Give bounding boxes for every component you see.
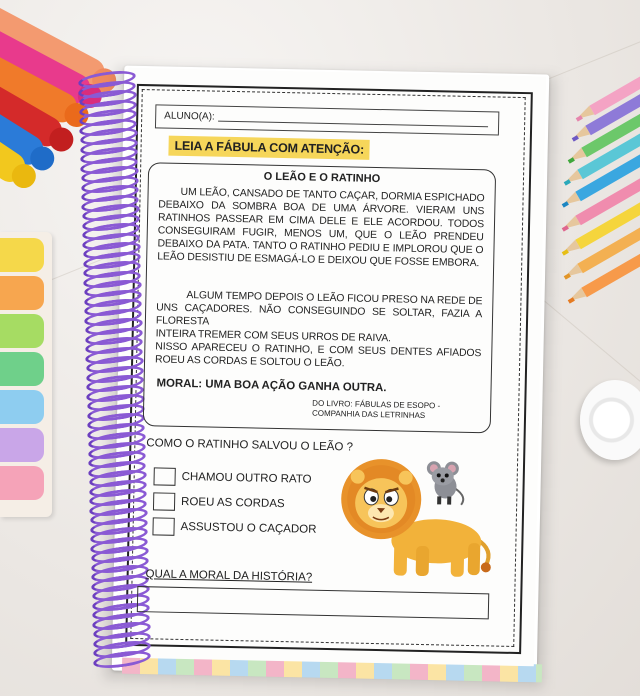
highlighters bbox=[0, 232, 52, 517]
lion-illustration bbox=[336, 454, 504, 582]
option-2[interactable] bbox=[153, 492, 285, 513]
option-1[interactable] bbox=[153, 467, 311, 488]
instruction-banner: LEIA A FÁBULA COM ATENÇÃO: bbox=[168, 136, 370, 160]
story-paragraph-1: UM LEÃO, CANSADO DE TANTO CAÇAR, DORMIA ESPICHADO DEBAIXO DA SOMBRA BOA DE UMA ÁRVORE. VIERAM UNS RATINHOS PASSEAR EM CIMA DELE E ELE ACORDOU. TODOS CONSEGUIRAM FUGIR, MENOS UM, QUE O LEÃO PRENDEU DEBAIXO DA PATA. TANTO O RATINHO PEDIU E IMPLOROU QUE O LEÃO DESISTIU DE ESMAGÁ-LO E DEIXOU QUE FOSSE EMBORA. bbox=[157, 186, 485, 270]
answer-box[interactable] bbox=[137, 586, 489, 619]
option-label: ASSUSTOU O CAÇADOR bbox=[180, 520, 317, 536]
name-line bbox=[218, 121, 488, 128]
question-1: COMO O RATINHO SALVOU O LEÃO ? bbox=[146, 437, 354, 454]
student-name-field[interactable] bbox=[155, 104, 499, 135]
spiral-binding bbox=[78, 72, 138, 672]
story-moral: MORAL: UMA BOA AÇÃO GANHA OUTRA. bbox=[156, 377, 387, 395]
mouse-illustration bbox=[426, 461, 464, 505]
story-paragraph-2: ALGUM TEMPO DEPOIS O LEÃO FICOU PRESO NA REDE DE UNS CAÇADORES. NÃO CONSEGUINDO SE SOLTAR, FAZIA A FLORESTA bbox=[155, 290, 483, 328]
question-2: QUAL A MORAL DA HISTÓRIA? bbox=[145, 568, 313, 584]
story-paragraph-3: INTEIRA TREMER COM SEUS URROS DE RAIVA. bbox=[155, 328, 392, 345]
worksheet-content bbox=[134, 92, 521, 640]
checkbox[interactable] bbox=[153, 492, 175, 510]
option-label: CHAMOU OUTRO RATO bbox=[181, 470, 312, 486]
story-title: O LEÃO E O RATINHO bbox=[263, 170, 381, 186]
source-line-2: COMPANHIA DAS LETRINHAS bbox=[311, 408, 426, 421]
option-label: ROEU AS CORDAS bbox=[180, 495, 285, 511]
story-paragraph-4: NISSO APARECEU O RATINHO, E COM SEUS DENTES AFIADOS ROEU AS CORDAS E SOLTOU O LEÃO. bbox=[154, 341, 482, 370]
story-source bbox=[312, 399, 440, 422]
source-line-1: DO LIVRO: FÁBULAS DE ESOPO - bbox=[312, 398, 441, 411]
story-box bbox=[143, 162, 496, 433]
student-label: ALUNO(A): bbox=[164, 110, 215, 123]
option-3[interactable] bbox=[152, 517, 316, 538]
checkbox[interactable] bbox=[153, 467, 175, 485]
checkbox[interactable] bbox=[152, 517, 174, 535]
